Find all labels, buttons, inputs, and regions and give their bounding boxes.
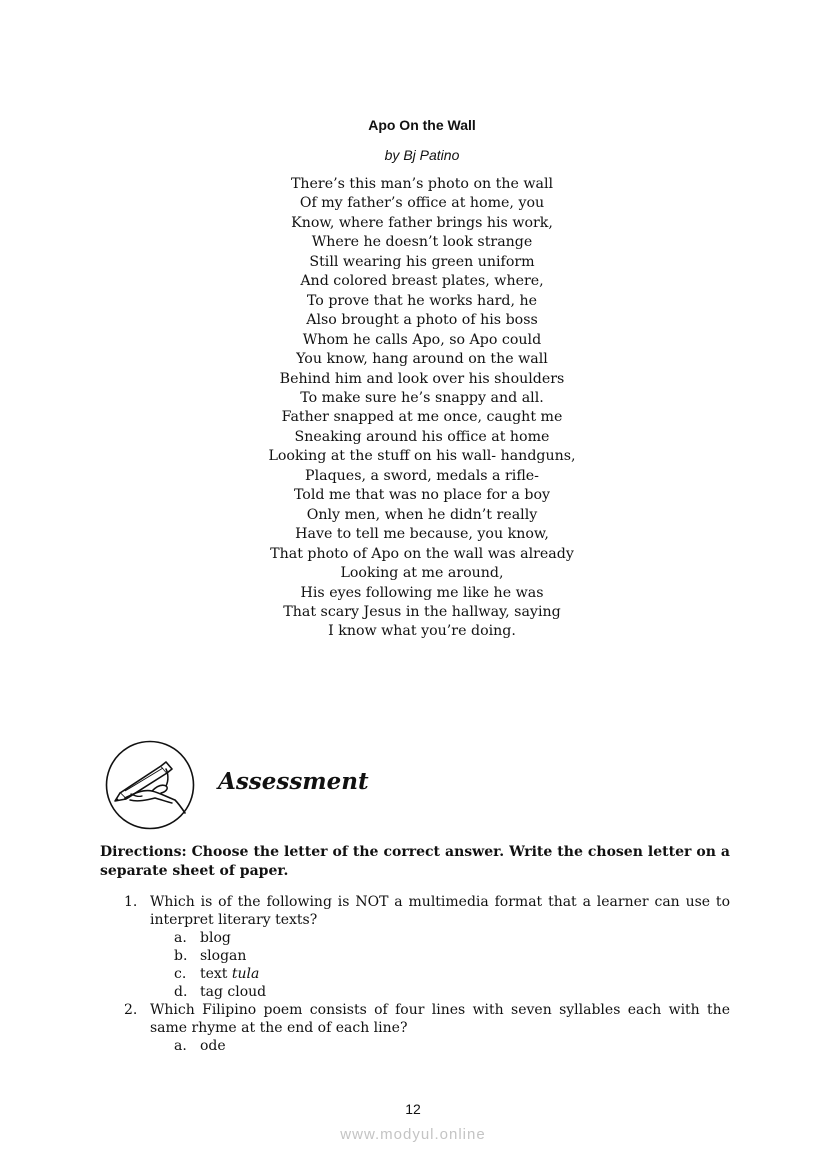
option-d bbox=[174, 983, 730, 1001]
option-c bbox=[174, 965, 730, 983]
option-text: tag cloud bbox=[200, 984, 267, 1000]
poem-line: Still wearing his green uniform bbox=[309, 253, 535, 270]
question-text: Which Filipino poem consists of four lines with seven syllables each with the same rhyme at the end of each line? bbox=[150, 1002, 730, 1036]
poem-line: Only men, when he didn’t really bbox=[306, 506, 538, 523]
option-text: blog bbox=[200, 930, 231, 946]
question-text: Which is of the following is NOT a multimedia format that a learner can use to interpret literary texts? bbox=[150, 894, 730, 928]
option-b bbox=[174, 947, 730, 965]
poem-body bbox=[0, 175, 826, 642]
poem-line: There’s this man’s photo on the wall bbox=[290, 176, 554, 192]
option-a bbox=[174, 1037, 730, 1055]
poem-line: That scary Jesus in the hallway, saying bbox=[283, 603, 561, 620]
poem-line: And colored breast plates, where, bbox=[300, 273, 544, 290]
poem-line: Whom he calls Apo, so Apo could bbox=[302, 331, 542, 348]
poem-line: Sneaking around his office at home bbox=[294, 428, 550, 445]
poem-author: by Bj Patino bbox=[384, 147, 460, 163]
watermark: www.modyul.online bbox=[340, 1126, 486, 1143]
question-1 bbox=[100, 893, 730, 1001]
poem-line: Told me that was no place for a boy bbox=[293, 487, 551, 504]
poem-line: Also brought a photo of his boss bbox=[306, 312, 538, 329]
poem-line: I know what you’re doing. bbox=[328, 623, 516, 640]
option-a bbox=[174, 929, 730, 947]
question-list bbox=[100, 893, 730, 1055]
option-letter: d. bbox=[174, 984, 188, 1000]
question-2 bbox=[100, 1001, 730, 1055]
poem-line: His eyes following me like he was bbox=[300, 584, 544, 601]
page-number: 12 bbox=[405, 1101, 421, 1117]
writing-hand-icon bbox=[105, 740, 195, 830]
poem-line: Of my father’s office at home, you bbox=[299, 195, 545, 212]
option-letter: a. bbox=[174, 930, 187, 946]
option-letter: a. bbox=[174, 1038, 187, 1054]
poem-line: Where he doesn’t look strange bbox=[311, 234, 533, 251]
poem-title: Apo On the Wall bbox=[368, 117, 476, 133]
answer-options bbox=[174, 929, 730, 1001]
option-emphasis: tula bbox=[231, 966, 260, 982]
poem-line: Plaques, a sword, medals a rifle- bbox=[305, 467, 539, 484]
directions-text: Directions: Choose the letter of the correct answer. Write the chosen letter on a separate sheet of paper. bbox=[100, 844, 730, 879]
question-number: 2. bbox=[124, 1002, 138, 1018]
option-letter: b. bbox=[174, 948, 188, 964]
assessment-heading: Assessment bbox=[218, 768, 369, 795]
poem-line: Know, where father brings his work, bbox=[291, 214, 553, 231]
option-text: text bbox=[200, 966, 228, 982]
poem-line: Have to tell me because, you know, bbox=[295, 526, 549, 543]
poem-line: You know, hang around on the wall bbox=[296, 351, 548, 368]
answer-options bbox=[174, 1037, 730, 1055]
poem-line: Looking at the stuff on his wall- handguns, bbox=[268, 448, 576, 465]
poem-line: Looking at me around, bbox=[340, 565, 504, 582]
poem-line: Father snapped at me once, caught me bbox=[281, 409, 563, 426]
option-letter: c. bbox=[174, 966, 187, 982]
option-text: slogan bbox=[200, 948, 247, 964]
poem-line: To prove that he works hard, he bbox=[306, 292, 538, 309]
poem-line: Behind him and look over his shoulders bbox=[279, 370, 565, 387]
question-number: 1. bbox=[124, 894, 138, 910]
poem-line: To make sure he’s snappy and all. bbox=[300, 389, 544, 406]
poem-line: That photo of Apo on the wall was already bbox=[270, 545, 574, 562]
option-text: ode bbox=[200, 1038, 226, 1054]
